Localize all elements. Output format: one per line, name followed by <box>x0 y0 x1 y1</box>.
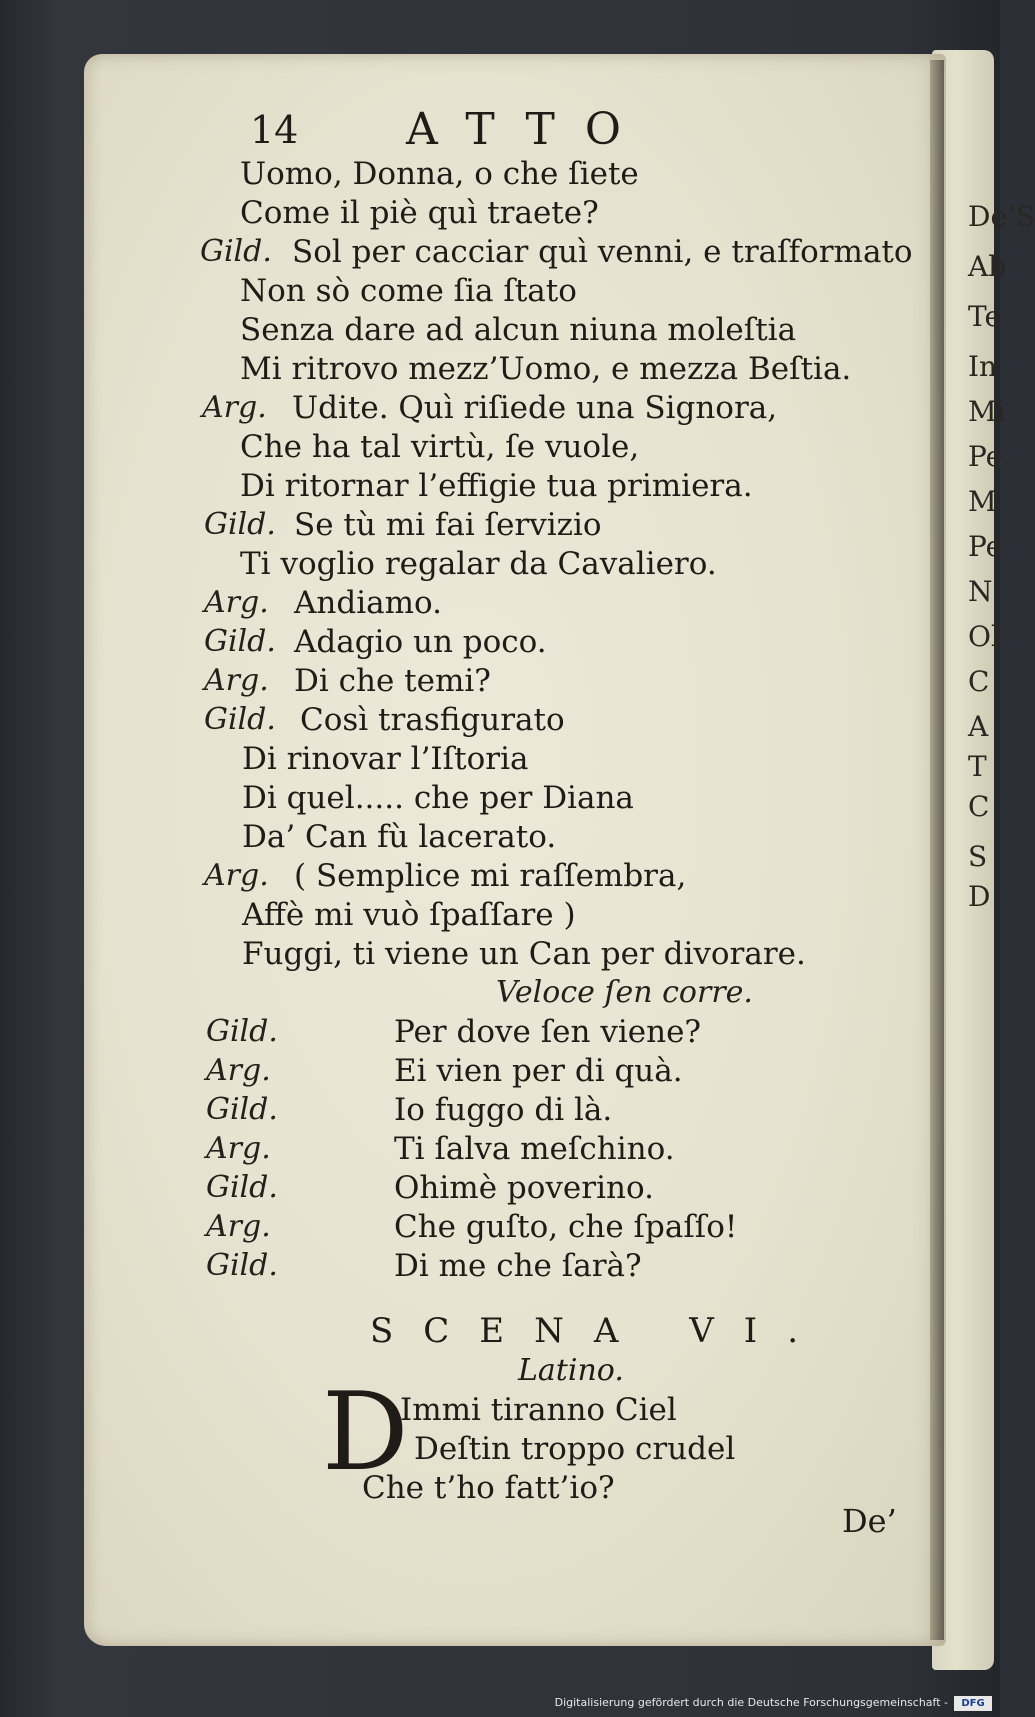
verse-line: Di che temi? <box>294 663 491 699</box>
adjacent-page-line: S <box>968 840 988 873</box>
funding-credit: Digitalisierung gefördert durch die Deutsche Forschungsgemeinschaft - <box>554 1696 948 1709</box>
speaker-label: Gild. <box>204 507 276 542</box>
speaker-label: Gild. <box>200 234 272 269</box>
dfg-logo: DFG <box>954 1696 992 1711</box>
adjacent-page-line: In <box>968 350 998 383</box>
verse-line: Affè mi vuò ſpaſſare ) <box>242 897 576 933</box>
digitization-footer <box>0 1693 1000 1717</box>
verse-line: Udite. Quì riſiede una Signora, <box>292 390 778 426</box>
verse-line: Uomo, Donna, o che ſiete <box>240 156 639 192</box>
verse-line: Adagio un poco. <box>294 624 547 660</box>
speaker-label: Arg. <box>206 1209 271 1244</box>
scene-line: Deſtin troppo crudel <box>414 1431 736 1467</box>
verse-line: Di ritornar l’effigie tua primiera. <box>240 468 753 504</box>
verse-line: Come il piè quì traete? <box>240 195 599 231</box>
speaker-label: Gild. <box>206 1014 278 1049</box>
adjacent-page-line: T <box>968 750 987 783</box>
adjacent-page-line: A <box>968 710 989 743</box>
verse-line: Mi ritrovo mezz’Uomo, e mezza Beſtia. <box>240 351 852 387</box>
verse-line: Ti voglio regalar da Cavaliero. <box>240 546 717 582</box>
scene-heading: SCENA VI. <box>370 1311 829 1351</box>
adjacent-page-line: Pe <box>968 530 1003 563</box>
speaker-label: Gild. <box>204 624 276 659</box>
adjacent-page-line: D <box>968 880 991 913</box>
speaker-label: Gild. <box>206 1248 278 1283</box>
dialogue-line: Per dove ſen viene? <box>394 1014 702 1050</box>
verse-line: Fuggi, ti viene un Can per divorare. <box>242 936 806 972</box>
adjacent-page-line: N <box>968 575 993 608</box>
adjacent-page-line: Te <box>968 300 1002 333</box>
adjacent-page-line: Ab <box>968 250 1007 283</box>
verse-line: Sol per cacciar quì venni, e traſformato <box>292 234 913 270</box>
speaker-label: Arg. <box>204 858 269 893</box>
dialogue-line: Ei vien per di quà. <box>394 1053 683 1089</box>
adjacent-page-line: De’S <box>968 200 1035 233</box>
verse-line: ( Semplice mi raſſembra, <box>294 858 687 894</box>
scene-line: Immi tiranno Ciel <box>400 1392 677 1428</box>
verse-line: Da’ Can fù lacerato. <box>242 819 557 855</box>
dialogue-line: Di me che ſarà? <box>394 1248 642 1284</box>
speaker-label: Arg. <box>204 585 269 620</box>
verse-line: Di quel..... che per Diana <box>242 780 634 816</box>
dialogue-line: Che guſto, che ſpaſſo! <box>394 1209 738 1245</box>
adjacent-page-line: C <box>968 790 990 823</box>
verse-line: Andiamo. <box>294 585 442 621</box>
verse-line: Così trasfigurato <box>300 702 565 738</box>
adjacent-page-line: Pe <box>968 440 1003 473</box>
running-head: ATTO <box>406 104 651 155</box>
speaker-label: Arg. <box>206 1053 271 1088</box>
page-number: 14 <box>250 108 299 152</box>
dialogue-line: Io fuggo di là. <box>394 1092 613 1128</box>
adjacent-page-line: Ol <box>968 620 1000 653</box>
speaker-label: Gild. <box>206 1092 278 1127</box>
adjacent-page-line: C <box>968 665 990 698</box>
speaker-label: Gild. <box>206 1170 278 1205</box>
scene-line: Che t’ho fatt’io? <box>362 1470 615 1506</box>
adjacent-page-line: Mi <box>968 395 1006 428</box>
drop-cap: D <box>322 1370 409 1495</box>
speaker-label: Arg. <box>206 1131 271 1166</box>
stage-direction: Veloce ſen corre. <box>496 975 753 1010</box>
character-name: Latino. <box>518 1353 624 1388</box>
adjacent-page-line: M <box>968 485 997 518</box>
verse-line: Che ha tal virtù, ſe vuole, <box>240 429 640 465</box>
dialogue-line: Ohimè poverino. <box>394 1170 654 1206</box>
speaker-label: Arg. <box>204 663 269 698</box>
verse-line: Senza dare ad alcun niuna moleſtia <box>240 312 797 348</box>
dialogue-line: Ti ſalva meſchino. <box>394 1131 675 1167</box>
speaker-label: Arg. <box>202 390 267 425</box>
catchword: De’ <box>842 1502 897 1540</box>
page-gutter-shadow <box>930 60 944 1640</box>
verse-line: Non sò come ſia ſtato <box>240 273 577 309</box>
verse-line: Di rinovar l’Iſtoria <box>242 741 529 777</box>
speaker-label: Gild. <box>204 702 276 737</box>
verse-line: Se tù mi fai ſervizio <box>294 507 602 543</box>
